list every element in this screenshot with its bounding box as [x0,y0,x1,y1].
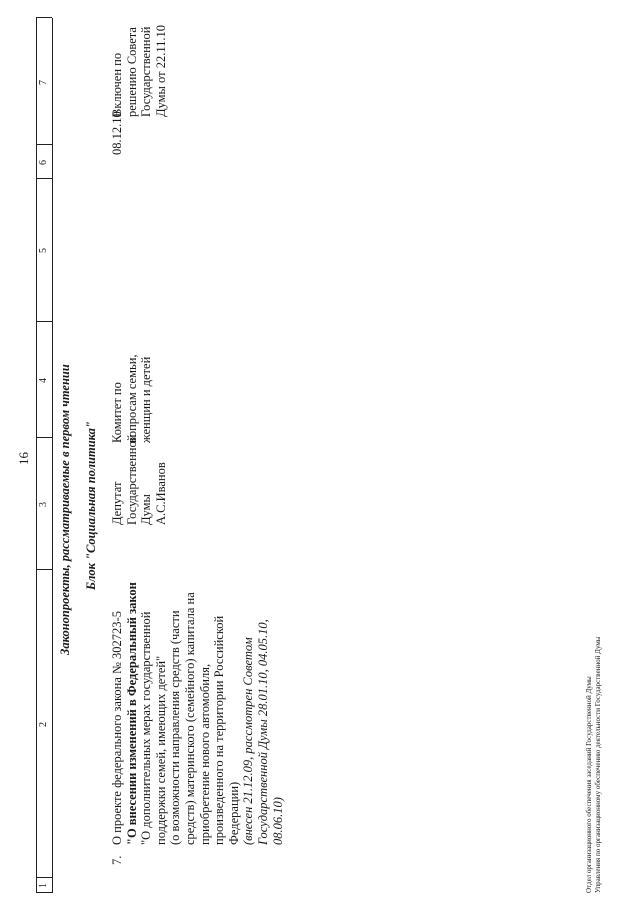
column-number-3: 3 [38,502,49,507]
footer-line: Управления по организационному обеспечению деятельности Государственной Думы [594,636,602,893]
bill-title-line: Государственной Думы 28.01.10, 04.05.10, [255,619,270,845]
page-number: 16 [16,452,31,465]
footer-line: Отдел организационного обеспечения заседаний Государственной Думы [585,676,593,893]
initiator-line: Государственной [124,434,139,525]
note [110,25,168,117]
column-number-6: 6 [38,160,49,165]
column-number-4: 4 [38,378,49,383]
row-number: 7. [110,855,124,865]
bill-title-line: (о возможности направления средств (части [168,610,183,845]
committee-line: Комитет по [110,382,124,443]
bill-title-line: "О дополнительных мерах государственной [139,611,154,845]
bill-title-line: произведенного на территории Российской [212,615,227,845]
column-number-7: 7 [38,80,49,85]
header-bottom-rule [52,18,53,893]
bill-title-line: Федерации) [226,781,241,845]
bill-title [110,582,285,845]
bill-title-line: поддержки семей, имеющих детей" [153,655,168,845]
column-divider [36,17,52,18]
note-line: Государственной [139,26,154,117]
header-top-rule [36,18,37,893]
date: 08.12.10 [110,111,124,155]
column-divider [36,892,52,893]
initiator-line: А.С.Иванов [153,462,168,525]
section-title: Законопроекты, рассматриваемые в первом чтении [58,364,72,655]
column-divider [36,877,52,878]
column-divider [36,144,52,145]
note-line: решению Совета [124,27,139,117]
bill-title-line: средств) материнского (семейного) капитала на [182,592,197,845]
column-divider [36,178,52,179]
note-line: Думы от 22.11.10 [153,24,168,117]
committee-line: вопросам семьи, [124,354,139,443]
column-divider [36,437,52,438]
column-number-5: 5 [38,248,49,253]
initiator-line: Депутат [110,481,124,525]
column-divider [36,321,52,322]
initiator-line: Думы [139,494,154,525]
committee-line: женщин и детей [139,356,154,443]
bill-title-line: "О внесении изменений в Федеральный закон [124,582,139,845]
block-title: Блок "Социальная политика" [84,421,98,590]
bill-title-line: (внесен 21.12.09, рассмотрен Советом [241,637,256,845]
bill-title-line: приобретение нового автомобиля, [197,663,212,845]
column-number-2: 2 [38,722,49,727]
initiator [110,435,168,525]
committee [110,354,154,443]
column-divider [36,569,52,570]
bill-title-line: О проекте федерального закона № 302723-5 [110,611,124,845]
column-number-1: 1 [38,883,49,888]
bill-title-line: 08.06.10) [270,797,285,845]
note-line: Включен по [110,52,124,117]
